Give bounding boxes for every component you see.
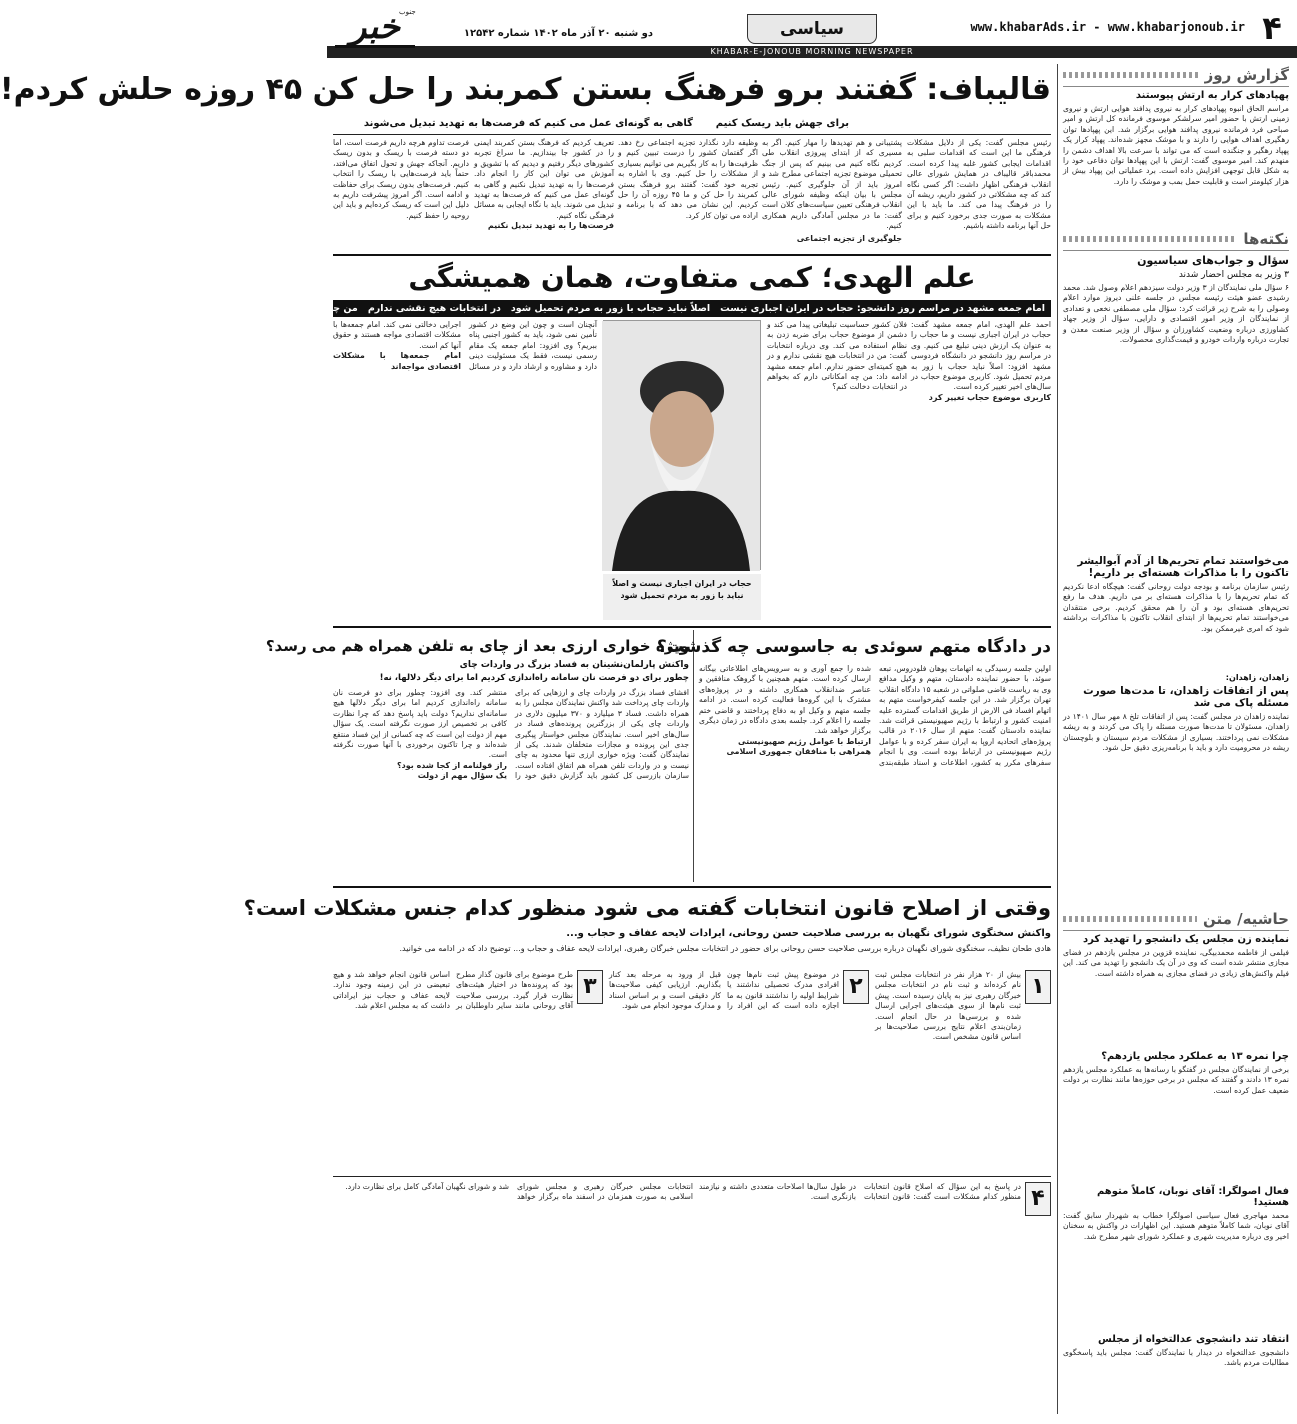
- margin-head: حاشیه/ متن: [1063, 910, 1289, 931]
- item-4-number: ۴: [1025, 1182, 1051, 1216]
- currency-subhead-1: راز قولنامه از کجا شده بود؟: [397, 760, 507, 770]
- main-kicker-2: گاهی به گونه‌ای عمل می کنیم که فرصت‌ها به تهدید تبدیل می‌شوند: [363, 118, 693, 129]
- margin-3-body: محمد مهاجری فعال سیاسی اصولگرا خطاب به شهردار سابق گفت: آقای نوبان، شما کاملاً متوهم هستید. این اظهارات در واکنش به سخنان اخیر وی درباره مدیریت شهری و عملکرد شورای شهر مطرح شد.: [1063, 1211, 1289, 1241]
- main-headline[interactable]: قالیباف: گفتند برو فرهنگ بستن کمربند را حل کن ۴۵ روزه حلش کردم!: [0, 72, 1051, 107]
- item-3-number: ۳: [577, 970, 603, 1004]
- trial-headline[interactable]: در دادگاه متهم سوئدی به جاسوسی چه گذشت؟: [656, 637, 1051, 657]
- note-sanctions: [1063, 552, 1289, 664]
- margin-3-title: فعال اصولگرا: آقای نوبان، کاملاً متوهم هستید!: [1096, 1186, 1289, 1208]
- main-col-3: وظیفه دارد نگذارد تجزیه اجتماعی رخ دهد. اگر گفتمان کشور را درست تبیین کنیم و ظرفیت‌ها را به کار بگیریم می توانیم بسیاری از مشکلات را حل کنیم. وی با اشاره به تجربه خود گفت: گفتند برو فرهنگ بستن کمربند را حل کن و ما ۴۵ روزه آن را حل کردیم. این نشان می دهد که با برنامه و اراده می توان کار کرد.: [618, 138, 758, 220]
- note-zahedan: [1063, 670, 1289, 905]
- notes-box: [1063, 230, 1289, 548]
- note-sanctions-body: رئیس سازمان برنامه و بودجه دولت روحانی گفت: هیچگاه ادعا نکردیم که تمام تحریم‌ها را با مذاکرات هسته‌ای بر می داریم. هدف ما رفع تحریم‌های هسته‌ای بود و آن را هم محقق کردیم. برخی منتقدان می‌خواستند تمام تحریم‌ها از ابتدای انقلاب تاکنون با مذاکرات برداشته شود که امری غیرممکن بود.: [1063, 582, 1289, 633]
- election-intro: هادی طحان نظیف، سخنگوی شورای نگهبان درباره بررسی صلاحیت حسن روحانی برای حضور در انتخابات مجلس خبرگان رهبری، ایرادات لایحه عفاف و حجاب و... توضیح داد که در ادامه می خوانید.: [399, 944, 1051, 953]
- item-2-number: ۲: [843, 970, 869, 1004]
- issue-date-line: دو شنبه ۲۰ آذر ماه ۱۴۰۲ شماره ۱۲۵۴۲: [463, 28, 653, 39]
- main-subhead-2: فرصت‌ها را به تهدید تبدیل نکنیم: [487, 221, 614, 231]
- alamolhoda-photo: [603, 320, 761, 570]
- report-body: مراسم الحاق انبوه پهپادهای کرار به نیروی پدافند هوایی ارتش و نیروی زمینی ارتش با حضور امیر سرلشکر موسوی فرمانده کل ارتش و امیر صباحی فرد فرمانده نیروی پدافند هوایی برگزار شد. این پهپادها توان رهگیری اهداف هوایی را دارند و با موشک مجهز شده‌اند. پهپاد کرار یک پهپاد رهگیر و جنگنده است که می تواند با سرعت بالا اهداف دشمن را منهدم کند. امیر موسوی گفت: ارتش با این پهپادها توان دفاعی خود را به شکل قابل توجهی افزایش داده است. برد عملیاتی این پهپاد بیش از هزار کیلومتر است و قابلیت حمل بمب و موشک را دارد.: [1063, 104, 1289, 186]
- mid-divider: [693, 630, 694, 882]
- note-zahedan-body: نماینده زاهدان در مجلس گفت: پس از اتفاقات تلخ ۸ مهر سال ۱۴۰۱ در زاهدان، مسئولان تا مدت‌ها صورت مسئله را پاک می کردند و به ریشه مشکلات نمی پرداختند. بسیاری از مشکلات مردم سیستان و بلوچستان ریشه در محرومیت دارد و باید با برنامه‌ریزی دقیق حل شود.: [1063, 712, 1289, 753]
- alam-bar-1: امام جمعه مشهد در مراسم روز دانشجو: حجاب در ایران اجباری نیست: [720, 303, 1045, 314]
- main-kicker-1: برای جهش باید ریسک کنیم: [715, 118, 849, 129]
- election-bottom-rule: [333, 1176, 1051, 1177]
- item-1-number: ۱: [1025, 970, 1051, 1004]
- report-title: پهپادهای کرار به ارتش پیوستند: [1135, 90, 1289, 101]
- margin-4-body: دانشجوی عدالتخواه در دیدار با نمایندگان گفت: مجلس باید پاسخگوی مطالبات مردم باشد.: [1063, 1348, 1289, 1368]
- paper-name-latin: KHABAR-E-JONOUB MORNING NEWSPAPER: [710, 47, 914, 56]
- mid-rule: [333, 626, 1051, 628]
- notes-head: نکته‌ها: [1063, 230, 1289, 251]
- item-2-body: در موضوع پیش ثبت نام‌ها چون افرادی مدرک تحصیلی نداشتند یا شرایط اولیه را نداشتند قانون به ما اجازه داده است که این افراد را قبل از ورود به مرحله بعد کنار بگذاریم. ارزیابی کیفی صلاحیت‌ها کار دقیقی است و بر اساس اسناد و مدارک موجود انجام می شود.: [609, 970, 839, 1011]
- alam-bar-3: در انتخابات هیچ نقشی ندارم: [367, 303, 501, 314]
- section-title: سیاسی: [747, 14, 877, 44]
- item-4-body: در پاسخ به این سؤال که اصلاح قانون انتخابات منظور کدام مشکلات است گفت: قانون انتخابات در طول سال‌ها اصلاحات متعددی داشته و نیازمند بازنگری است.: [699, 1182, 1021, 1202]
- alam-pull-quote: حجاب در ایران اجباری نیست و اصلاً نباید با زور به مردم تحمیل شود: [603, 574, 761, 620]
- main-col-1: رئیس مجلس گفت: یکی از دلایل مشکلات فرهنگی ما این است که اقدامات سلبی به اقدامات ایجابی کشور غلبه پیدا کرده است. محمدباقر قالیباف در همایش شورای عالی انقلاب فرهنگی اظهار داشت: اگر کسی نگاه کند که چه مشکلاتی در کشور داریم، ریشه آن را در فرهنگ پیدا می کند. ما باید با این مشکلات به صورت جدی برخورد کنیم و برای حل آنها برنامه داشته باشیم.: [907, 138, 1051, 231]
- portrait-icon: [602, 321, 760, 571]
- margin-1-title: نماینده زن مجلس یک دانشجو را تهدید کرد: [1083, 934, 1289, 945]
- sidebar-divider: [1057, 64, 1058, 1414]
- margin-4-title: انتقاد تند دانشجوی عدالتخواه از مجلس: [1098, 1334, 1289, 1345]
- trial-subhead-1: ارتباط با عوامل رژیم صهیونیستی: [738, 736, 871, 746]
- site-url[interactable]: www.khabarAds.ir - www.khabarjonoub.ir: [970, 20, 1245, 34]
- alam-col-3: آنچنان است و چون این وضع در کشور تأمین نمی شود، باید به کشور اجنبی پناه ببریم؟ وی افزود: امام جمعه یک مقام رسمی نیست، فقط یک مسئولیت دینی دارد و مشاوره و ارشاد دارد و در مسائل اجرایی دخالتی نمی کند. امام جمعه‌ها با مشکلات اقتصادی مواجه هستند و حقوق آنها کم است. امام جمعه‌ها با مشکلات اقتصادی مواجه‌اند: [333, 320, 597, 371]
- main-col-5: فرصت تداوم هرچه داریم فرصت است، اما دو دسته فرصت با ریسک و بدون ریسک داریم. آنجاکه جهش و تحول اتفاق می‌افتد، حتماً باید فرصت‌هایی با ریسک را انتخاب کنیم. فرصت‌های بدون ریسک برای حفاظت و ادامه است. اگر امروز پیشرفت داریم به دلیل این است که ریسک کرده‌ایم و باید این روحیه را حفظ کنیم.: [333, 138, 469, 220]
- margin-box: [1063, 910, 1289, 1415]
- alam-bar-4: من چه امکاناتی دارم؟: [256, 303, 358, 314]
- main-col-2: پشتیبانی و هم تهدیدها را مهار کنیم. اگر به مسیری که از ابتدای پیروزی انقلاب طی کردیم نگاه کنیم می بینیم که پس از جنگ تحمیلی موضوع تجزیه اجتماعی مطرح شد و امروز باید از آن جلوگیری کنیم. رئیس مجلس با بیان اینکه وظیفه شورای عالی انقلاب فرهنگی تعیین سیاست‌های کلان است گفت: ما در مجلس آمادگی داریم همکاری کنیم. جلوگیری از تجزیه اجتماعی: [762, 138, 902, 243]
- item-1-body: بیش از ۲۰ هزار نفر در انتخابات مجلس ثبت نام کرده‌اند و ثبت نام در انتخابات مجلس خبرگان رهبری نیز به پایان رسیده است. پیش ثبت نام‌ها از سوی هیئت‌های اجرایی ارسال شده و بررسی‌ها در حال انجام است. زمان‌بندی اعلام نتایج بررسی صلاحیت‌ها بر اساس قانون مشخص است.: [875, 970, 1021, 1042]
- alam-headline[interactable]: علم الهدی؛ کمی متفاوت، همان همیشگی: [408, 261, 976, 294]
- alam-col-2: فلان کشور حساسیت تبلیغاتی پیدا می کند و دشمن از موضوع حجاب برای ضربه زدن به نظام استفاده می کند. وی درباره انتخابات گفت: من در انتخابات هیچ نقشی ندارم و در هیچ کمیته‌ای حضور ندارم. امام جمعه مشهد ادامه داد: من چه امکاناتی دارم که بخواهم در انتخابات دخالت کنم؟: [767, 320, 907, 392]
- trial-subhead-2: همراهی با منافقان جمهوری اسلامی: [726, 747, 871, 757]
- currency-kicker-2: چطور برای دو فرصت نان سامانه راه‌اندازی کردیم اما برای دیگر دلالها، نه!: [379, 673, 689, 683]
- trial-body: اولین جلسه رسیدگی به اتهامات یوهان فلودروس، تبعه سوئد، با حضور نماینده دادستان، متهم و وکیل مدافع وی به ریاست قاضی صلواتی در شعبه ۱۵ دادگاه انقلاب تهران برگزار شد. در این جلسه کیفرخواست متهم به اتهام افساد فی الارض از طریق اقدامات گسترده علیه امنیت کشور و ارتباط با رژیم صهیونیستی قرائت شد. نماینده دادستان گفت: متهم از سال ۲۰۱۶ در قالب پروژه‌های اتحادیه اروپا به ایران سفر کرده و با عوامل رژیم صهیونیستی در ارتباط بوده است. وی با انجام سفرهای مکرر به کشور، اطلاعات و اسناد طبقه‌بندی شده را جمع آوری و به سرویس‌های اطلاعاتی بیگانه ارسال کرده است. متهم همچنین با گروهک منافقین و عناصر ضدانقلاب همکاری داشته و در پروژه‌های مشترک با این گروه‌ها فعالیت کرده است. در ادامه جلسه متهم و وکیل او به دفاع پرداختند و قاضی ختم جلسه را اعلام کرد. جلسه بعدی دادگاه در زمان دیگری برگزار خواهد شد. ارتباط با عوامل رژیم صهیونیستی همراهی با منافقان جمهوری اسلامی: [699, 664, 1052, 767]
- alam-subhead-2: امام جمعه‌ها با مشکلات اقتصادی مواجه‌اند: [333, 351, 461, 371]
- currency-kicker-1: واکنش پارلمان‌نشینان به فساد بزرگ در واردات چای: [459, 660, 689, 670]
- item-5-body: انتخابات مجلس خبرگان رهبری و مجلس شورای اسلامی به صورت همزمان در اسفند ماه برگزار خواهد شد و شورای نگهبان آمادگی کامل برای نظارت دارد.: [345, 1182, 693, 1202]
- alam-bar: [256, 300, 1051, 317]
- currency-headline[interactable]: ویژه خواری ارزی بعد از چای به تلفن همراه هم می رسد؟: [265, 637, 689, 655]
- alam-subhead-1: کاربری موضوع حجاب تغییر کرد: [928, 392, 1051, 402]
- alam-col-1: احمد علم الهدی، امام جمعه مشهد گفت: حجاب در ایران اجباری نیست و ما حجاب را به عنوان یک ارزش دینی تبلیغ می کنیم. وی در مراسم روز دانشجو در دانشگاه فردوسی مشهد افزود: اصلاً نباید حجاب با زور به مردم تحمیل شود. کاربری موضوع حجاب در سال‌های اخیر تغییر کرده است. کاربری موضوع حجاب تغییر کرد: [911, 320, 1051, 402]
- note-sanctions-title: می‌خواستند تمام تحریم‌ها از آدم آبوالیشر تاکنون را با مذاکرات هسته‌ای بر داریم!: [1077, 555, 1289, 579]
- alam-bar-2: اصلاً نباید حجاب با زور به مردم تحمیل شود: [510, 303, 711, 314]
- notes-title: سؤال و جواب‌های سیاسیون: [1137, 254, 1289, 267]
- main-subhead-1: جلوگیری از تجزیه اجتماعی: [796, 233, 902, 243]
- margin-2-title: چرا نمره ۱۳ به عملکرد مجلس یازدهم؟: [1101, 1051, 1289, 1062]
- election-top-rule: [333, 886, 1051, 888]
- item-3-body: طرح موضوع برای قانون گذار مطرح بود که پرونده‌ها در اختیار هیئت‌های نظارت قرار گیرد. بررسی صلاحیت آقای روحانی مانند سایر داوطلبان بر اساس قانون انجام خواهد شد و هیچ تبعیضی در این زمینه وجود ندارد. لایحه عفاف و حجاب نیز ایراداتی داشت که به مجلس اعلام شد.: [333, 970, 573, 1011]
- currency-subhead-2: یک سؤال مهم از دولت: [417, 771, 507, 781]
- logo-subtitle: جنوب: [399, 8, 416, 16]
- report-of-day: [1063, 66, 1289, 226]
- notes-subtitle: ۳ وزیر به مجلس احضار شدند: [1178, 270, 1289, 280]
- page-number: ۴: [1262, 9, 1282, 47]
- main-rule: [333, 134, 1051, 135]
- notes-body: ۶ سؤال ملی نمایندگان از ۳ وزیر دولت سیزدهم اعلام وصول شد. محمد رشیدی عضو هیئت رئیسه مجلس در جلسه علنی دیروز موارد اعلام وصولی را به شرح زیر قرائت کرد: سؤال ملی مصطفی نخعی و تعدادی از نمایندگان از وزیر امور اقتصادی و دارایی، سؤال از وزیر جهاد کشاورزی درباره وضعیت کشاورزان و سؤال از وزیر صنعت معدن و تجارت درباره واردات خودرو و قیمت‌گذاری محصولات.: [1063, 283, 1289, 345]
- election-headline[interactable]: وقتی از اصلاح قانون انتخابات گفته می شود منظور کدام جنس مشکلات است؟: [243, 896, 1051, 920]
- newspaper-logo: خبر: [335, 6, 415, 48]
- report-head: گزارش روز: [1063, 66, 1289, 87]
- note-zahedan-title: پس از اتفاقات زاهدان، تا مدت‌ها صورت مسئله پاک می شد: [1083, 685, 1289, 709]
- margin-2-body: برخی از نمایندگان مجلس در گفتگو با رسانه‌ها به عملکرد مجلس یازدهم نمره ۱۳ دادند و گفتند که مجلس در برخی حوزه‌ها مانند نظارت بر دولت ضعیف عمل کرده است.: [1063, 1065, 1289, 1095]
- currency-body: افشای فساد بزرگ در واردات چای و ارزهایی که برای واردات چای پرداخت شد واکنش نمایندگان مجلس را به همراه داشت. فساد ۳ میلیارد و ۳۷۰ میلیون دلاری در واردات چای یکی از بزرگترین پرونده‌های فساد در سال‌های اخیر است. نمایندگان مجلس خواستار پیگیری جدی این پرونده و مجازات متخلفان شدند. یکی از نمایندگان گفت: ویژه خواری ارزی تنها محدود به چای نیست و در واردات تلفن همراه هم اتفاق افتاده است. سازمان بازرسی کل کشور باید گزارش دقیق خود را منتشر کند. وی افزود: چطور برای دو فرصت نان سامانه راه‌اندازی کردیم اما برای دیگر دلالها هیچ سامانه‌ای نداریم؟ دولت باید پاسخ دهد که چرا نظارت کافی بر تخصیص ارز صورت نگرفته است. یک سؤال مهم از دولت این است که چه کسانی از این فساد منتفع شده‌اند و چرا تاکنون برخوردی با آنها صورت نگرفته است. راز قولنامه از کجا شده بود؟ یک سؤال مهم از دولت: [333, 688, 690, 781]
- alam-top-rule: [333, 254, 1051, 256]
- note-zahedan-head: زاهدان، زاهدان:: [1225, 673, 1289, 682]
- election-kicker: واکنش سخنگوی شورای نگهبان به بررسی صلاحیت حسن روحانی، ایرادات لایحه عفاف و حجاب و...: [566, 928, 1051, 939]
- main-col-4: تعریف کردیم که فرهنگ بستن کمربند ایمنی را در کشور جا بیندازیم. ما سراغ تجربه کشورهای دیگر رفتیم و دیدیم که با تشویق و آموزش می توان این کار را انجام داد. فرصت‌ها را به تهدید تبدیل نکنیم و گاهی به گونه‌ای عمل می کنیم که فرصت‌ها به تهدید تبدیل می شوند. باید با نگاه ایجابی به مسائل فرهنگی نگاه کنیم. فرصت‌ها را به تهدید تبدیل نکنیم: [474, 138, 614, 231]
- margin-1-body: فیلمی از فاطمه محمدبیگی، نماینده قزوین در مجلس یازدهم در فضای مجازی منتشر شده است که وی در آن یک دانشجو را تهدید می کند. این فیلم واکنش‌های زیادی در فضای مجازی به همراه داشته است.: [1063, 948, 1289, 978]
